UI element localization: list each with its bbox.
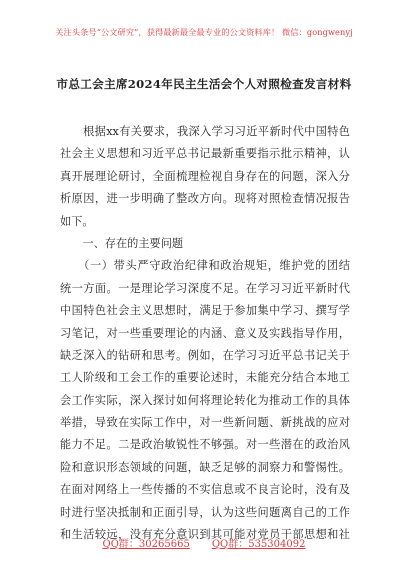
body-line: （一）带头严守政治纪律和政治规矩，维护党的团结 [60,259,350,273]
body-line: 工人阶级和工会工作的重要论述时，未能充分结合本地工 [60,371,350,385]
body-line: 在面对网络上一些传播的不实信息或不良言论时，没有及 [60,483,350,497]
header-banner: 关注头条号“公文研究”，获得最新最全最专业的公文资料库！ 微信：gongwenyj [55,27,353,37]
document-title: 市总工会主席2024年民主生活会个人对照检查发言材料 [56,77,352,91]
body-line: 中国特色社会主义思想时，满足于参加集中学习、撰写学 [60,304,350,318]
body-line: 真开展理论研讨，全面梳理检视自身存在的问题，深入分 [60,169,350,183]
document-body [60,121,350,546]
section-heading: 一、存在的主要问题 [60,236,184,250]
body-line: 险和意识形态领域的问题，缺乏足够的洞察力和警惕性。 [60,460,350,474]
body-line: 缺乏深入的钻研和思考。例如，在学习习近平总书记关于 [60,348,350,362]
body-line: 能力不足。二是政治敏锐性不够强。对一些潜在的政治风 [60,438,350,452]
qq-group-2: QQ群：535304092 [211,539,306,550]
body-line: 社会主义思想和习近平总书记最新重要指示批示精神，认 [60,147,350,161]
body-line: 举措，导致在实际工作中，对一些新问题、新挑战的应对 [60,416,350,430]
body-line: 统一方面。一是理论学习深度不足。在学习习近平新时代 [60,281,350,295]
body-line: 习笔记，对一些重要理论的内涵、意义及实践指导作用， [60,326,350,340]
footer-contact [0,535,408,550]
body-line: 如下。 [60,214,94,228]
body-line: 根据xx有关要求，我深入学习习近平新时代中国特色 [60,125,350,138]
body-line: 析原因，进一步明确了整改方向。现将对照检查情况报告 [60,192,350,206]
body-line: 时进行坚决抵制和正面引导，认为这些问题离自己的工作 [60,505,350,519]
body-line: 和生活较远，没有充分意识到其可能对党员干部思想和社 [60,528,350,542]
body-line: 会工作实际，深入探讨如何将理论转化为推动工作的具体 [60,393,350,407]
qq-group-1: QQ群：30265665 [102,539,190,550]
